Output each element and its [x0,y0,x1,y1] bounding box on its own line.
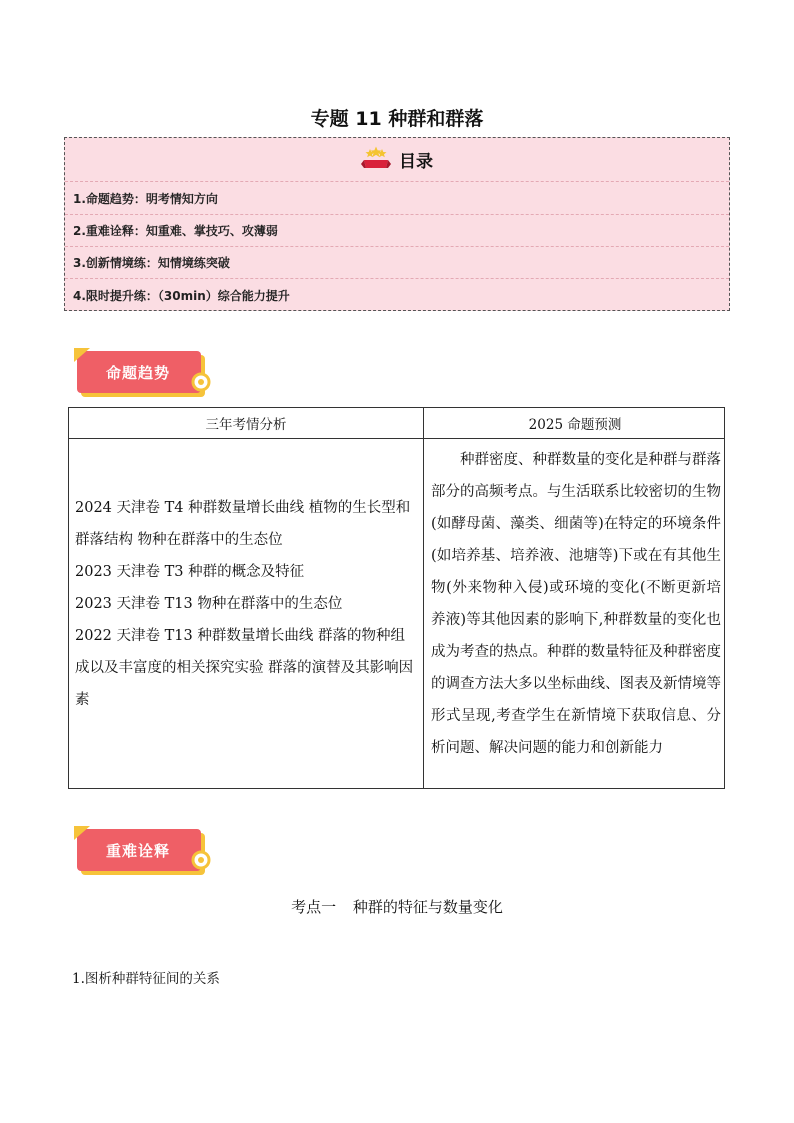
subheading: 1.图析种群特征间的关系 [72,971,220,987]
table-divider [423,408,424,788]
section-banner-key-points [74,826,212,882]
table-header-left: 三年考情分析 [205,417,287,433]
toc-header [65,138,729,182]
toc-title: 目录 [399,152,433,172]
document-title: 专题 11 种群和群落 [310,108,484,130]
exam-entry: 2022 天津卷 T13 种群数量增长曲线 群落的物种组成以及丰富度的相关探究实验 群落的演替及其影响因素 [75,628,414,708]
banner-label: 命题趋势 [105,364,170,382]
section-banner-trend [74,348,212,404]
past-exam-analysis-cell [75,492,419,716]
toc-item-2[interactable]: 2.重难诠释：知重难、掌技巧、攻薄弱 [65,215,729,247]
exam-entry: 2023 天津卷 T3 种群的概念及特征 [75,564,305,580]
ribbon-stars-icon [361,146,391,174]
exam-analysis-table [68,407,725,789]
table-header-divider [69,438,724,439]
exam-point-heading: 考点一 种群的特征与数量变化 [291,898,503,916]
table-of-contents [64,137,730,311]
toc-item-3[interactable]: 3.创新情境练：知情境练突破 [65,247,729,279]
table-header-right: 2025 命题预测 [528,417,622,433]
toc-item-4[interactable]: 4.限时提升练：（30min）综合能力提升 [73,288,290,303]
banner-label: 重难诠释 [105,842,170,860]
exam-entry: 2023 天津卷 T13 物种在群落中的生态位 [75,596,343,612]
prediction-cell: 种群密度、种群数量的变化是种群与群落部分的高频考点。与生活联系比较密切的生物(如酵母菌、藻类、细菌等)在特定的环境条件(如培养基、培养液、池塘等)下或在有其他生物(外来物种入侵)或环境的变化(不断更新培养液)等其他因素的影响下,种群数量的变化也成为考查的热点。种群的数量特征及种群密度的调查方法大多以坐标曲线、图表及新情境等形式呈现,考查学生在新情境下获取信息、分析问题、解决问题的能力和创新能力 [431,452,721,756]
toc-item-1[interactable]: 1.命题趋势：明考情知方向 [65,183,729,215]
exam-entry: 2024 天津卷 T4 种群数量增长曲线 植物的生长型和群落结构 物种在群落中的生态位 [75,500,411,548]
